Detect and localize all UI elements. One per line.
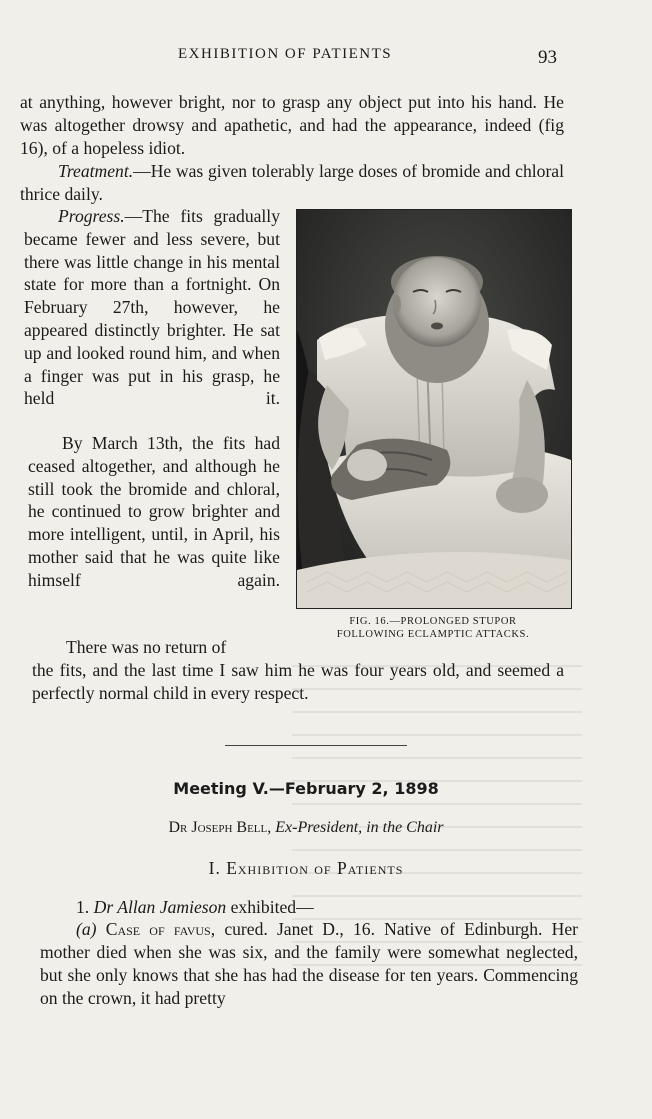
chair-name: Dr Joseph Bell, xyxy=(168,819,272,836)
exhibitor-line xyxy=(76,896,576,919)
chair-suffix: in the Chair xyxy=(366,819,444,836)
paragraph-stupor: at anything, however bright, nor to grasp any object put into his hand. He was altogether drowsy and apathetic, and had the appearance, indeed (fig 16), of a hopeless idiot. xyxy=(20,92,564,158)
caption-line-1: FIG. 16.—PROLONGED STUPOR xyxy=(349,616,517,627)
page-number: 93 xyxy=(538,47,557,68)
chair-role: Ex-President, xyxy=(275,819,363,836)
treatment-label: Treatment. xyxy=(58,161,134,181)
case-text: cured. Janet D., 16. Native of Edinburgh. Her mother died when she was six, and the family were somewhat neglected, but she only knows that she has had the disease for ten years. Commencing on the crown, it had pretty xyxy=(40,919,578,1008)
figure-photograph xyxy=(296,209,572,609)
section-divider xyxy=(225,745,407,746)
paragraph-progress xyxy=(24,205,280,410)
treatment-text: —He was given tolerably large doses of bromide and chloral thrice daily. xyxy=(20,161,564,204)
exhibitor-name: Dr Allan Jamieson xyxy=(93,897,227,917)
figure-caption xyxy=(296,615,570,641)
meeting-heading: Meeting V.—February 2, 1898 xyxy=(173,779,439,798)
chair-line xyxy=(0,819,612,837)
progress-text: —The fits gradually became fewer and less severe, but there was little change in his mental state for more than a fortnight. On February 27th, however, he appeared distinctly brighter. He sat up and looked round him, and when a finger was put in his grasp, he held it. xyxy=(24,206,280,409)
section-heading: I. Exhibition of Patients xyxy=(208,858,404,878)
paragraph-march: By March 13th, the fits had ceased altogether, and although he still took the bromide and chloral, he continued to grow brighter and more intelligent, until, in April, his mother said that he was quite like himself again. xyxy=(28,433,280,590)
paragraph-favus xyxy=(40,918,578,1010)
caption-line-2: FOLLOWING ECLAMPTIC ATTACKS. xyxy=(336,629,530,640)
paragraph-treatment xyxy=(20,160,564,206)
exhibitor-verb: exhibited— xyxy=(230,897,314,917)
running-header: EXHIBITION OF PATIENTS xyxy=(178,46,393,62)
case-title: Case of favus, xyxy=(105,919,216,939)
case-letter: (a) xyxy=(76,919,97,939)
progress-label: Progress. xyxy=(58,206,125,226)
infant-photo xyxy=(297,210,571,608)
paragraph-final-end: the fits, and the last time I saw him he was four years old, and seemed a perfectly normal child in every respect. xyxy=(32,660,564,703)
paragraph-final-start: There was no return of xyxy=(66,637,227,657)
item-number: 1. xyxy=(76,897,90,917)
